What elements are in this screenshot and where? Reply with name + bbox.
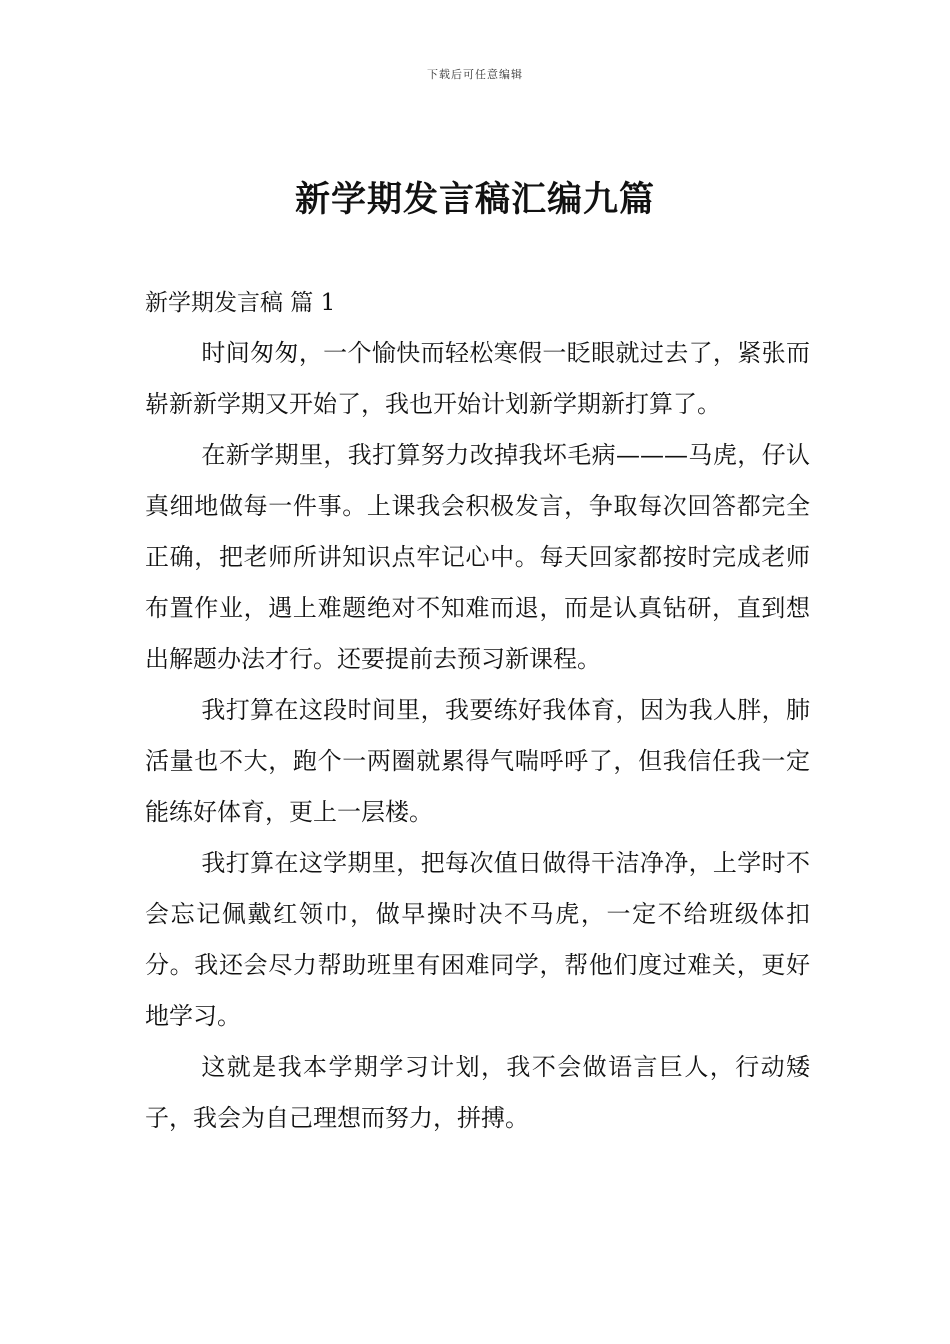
document-body xyxy=(145,328,810,1144)
paragraph-4: 我打算在这学期里，把每次值日做得干洁净净，上学时不会忘记佩戴红领巾，做早操时决不马虎，一定不给班级体扣分。我还会尽力帮助班里有困难同学，帮他们度过难关，更好地学习。 xyxy=(145,849,810,1030)
paragraph-1: 时间匆匆，一个愉快而轻松寒假一眨眼就过去了，紧张而崭新新学期又开始了，我也开始计划新学期新打算了。 xyxy=(145,339,810,418)
header-note: 下载后可任意编辑 xyxy=(427,68,523,81)
document-title: 新学期发言稿汇编九篇 xyxy=(294,180,655,220)
section-heading: 新学期发言稿 篇 1 xyxy=(145,290,336,316)
paragraph-5: 这就是我本学期学习计划，我不会做语言巨人，行动矮子，我会为自己理想而努力，拼搏。 xyxy=(145,1053,810,1132)
paragraph-2: 在新学期里，我打算努力改掉我坏毛病———马虎，仔认真细地做每一件事。上课我会积极发言，争取每次回答都完全正确，把老师所讲知识点牢记心中。每天回家都按时完成老师布置作业，遇上难题绝对不知难而退，而是认真钻研，直到想出解题办法才行。还要提前去预习新课程。 xyxy=(145,441,810,673)
paragraph-3: 我打算在这段时间里，我要练好我体育，因为我人胖，肺活量也不大，跑个一两圈就累得气喘呼呼了，但我信任我一定能练好体育，更上一层楼。 xyxy=(145,696,810,826)
